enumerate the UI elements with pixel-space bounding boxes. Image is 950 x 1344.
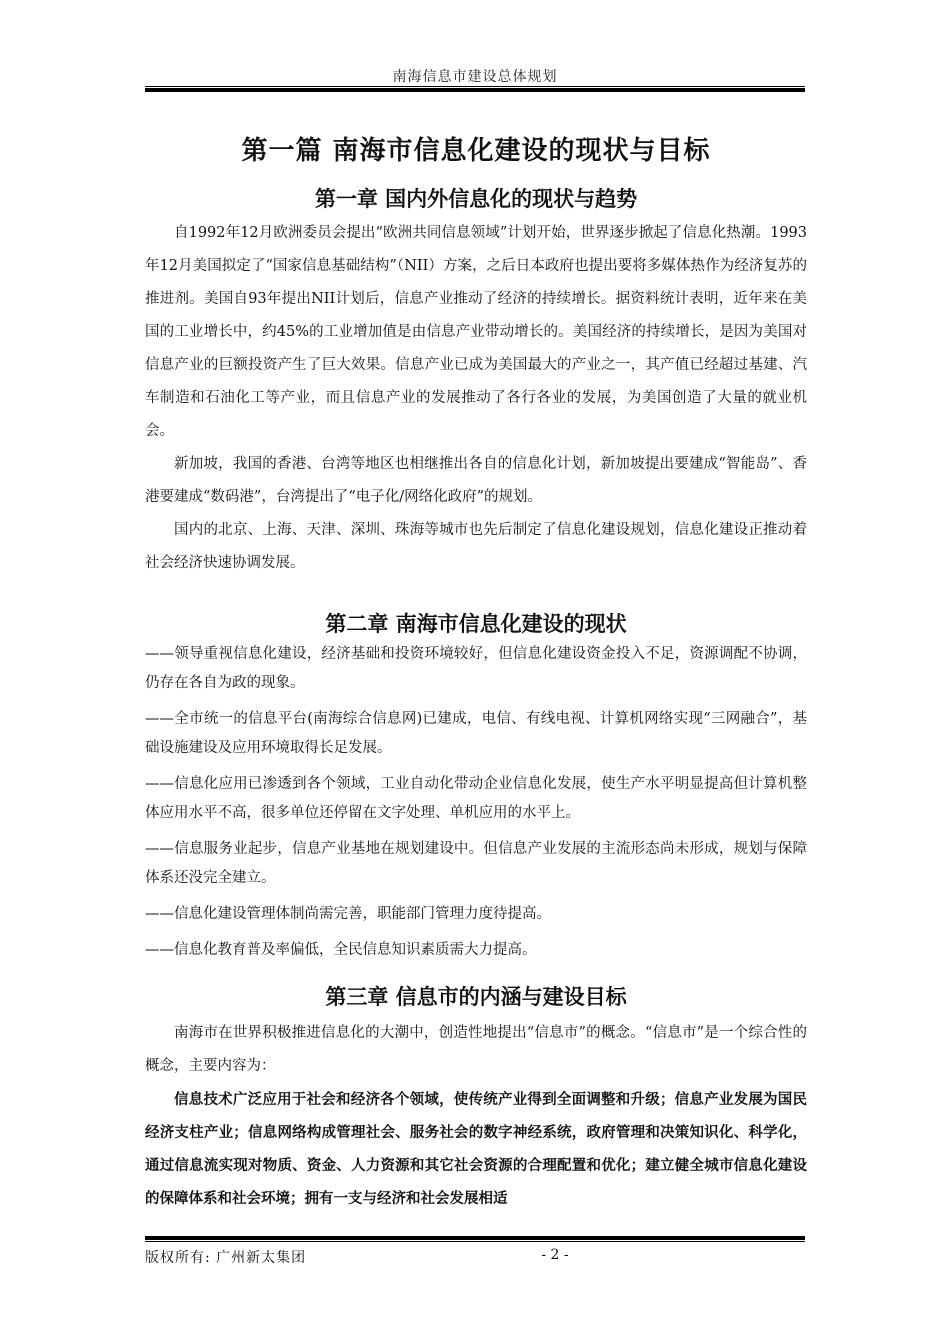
chapter2-item: ——信息服务业起步，信息产业基地在规划建设中。但信息产业发展的主流形态尚未形成，规划与保障体系还没完全建立。 [145, 841, 807, 886]
chapter1-paragraph: 自1992年12月欧洲委员会提出“欧洲共同信息领域”计划开始，世界逐步掀起了信息化热潮。1993年12月美国拟定了“国家信息基础结构”（NII）方案，之后日本政府也提出要将多媒体热作为经济复苏的推进剂。美国自93年提出NII计划后，信息产业推动了经济的持续增长。据资料统计表明，近年来在美国的工业增长中，约45%的工业增加值是由信息产业带动增长的。美国经济的持续增长，是因为美国对信息产业的巨额投资产生了巨大效果。信息产业已成为美国最大的产业之一，其产值已经超过基建、汽车制造和石油化工等产业，而且信息产业的发展推动了各行各业的发展，为美国创造了大量的就业机会。 [145, 225, 807, 439]
footer-page-number: - 2 - [541, 1247, 569, 1263]
chapter3-title: 第三章 信息市的内涵与建设目标 [325, 985, 627, 1009]
chapter2-item: ——信息化建设管理体制尚需完善，职能部门管理力度待提高。 [145, 906, 551, 922]
chapter2-item: ——信息化教育普及率偏低，全民信息知识素质需大力提高。 [145, 942, 537, 958]
chapter2-item: ——全市统一的信息平台(南海综合信息网)已建成，电信、有线电视、计算机网络实现“三网融合”，基础设施建设及应用环境取得长足发展。 [145, 711, 807, 756]
footer-copyright: 版权所有: 广州新太集团 [145, 1250, 307, 1266]
header-rule [145, 86, 805, 92]
chapter2-item: ——领导重视信息化建设，经济基础和投资环境较好，但信息化建设资金投入不足，资源调配不协调，仍存在各自为政的现象。 [145, 646, 807, 691]
page-header-title: 南海信息市建设总体规划 [392, 69, 558, 85]
document-body [145, 130, 807, 1215]
footer-rule [145, 1236, 805, 1242]
chapter1-title: 第一章 国内外信息化的现状与趋势 [314, 187, 638, 211]
chapter1-paragraph: 新加坡，我国的香港、台湾等地区也相继推出各自的信息化计划，新加坡提出要建成“智能岛”、香港要建成“数码港”，台湾提出了“电子化/网络化政府”的规划。 [145, 456, 807, 505]
chapter3-bold-paragraph: 信息技术广泛应用于社会和经济各个领域，使传统产业得到全面调整和升级；信息产业发展为国民经济支柱产业；信息网络构成管理社会、服务社会的数字神经系统，政府管理和决策知识化、科学化，通过信息流实现对物质、资金、人力资源和其它社会资源的合理配置和优化；建立健全城市信息化建设的保障体系和社会环境；拥有一支与经济和社会发展相适 [145, 1091, 807, 1207]
chapter2-title: 第二章 南海市信息化建设的现状 [325, 612, 627, 636]
chapter3-intro: 南海市在世界积极推进信息化的大潮中，创造性地提出“信息市”的概念。“信息市”是一个综合性的概念，主要内容为： [145, 1025, 807, 1074]
chapter1-paragraph: 国内的北京、上海、天津、深圳、珠海等城市也先后制定了信息化建设规划，信息化建设正推动着社会经济快速协调发展。 [145, 522, 807, 571]
part-title: 第一篇 南海市信息化建设的现状与目标 [241, 136, 711, 166]
chapter2-item: ——信息化应用已渗透到各个领域，工业自动化带动企业信息化发展，使生产水平明显提高但计算机整体应用水平不高，很多单位还停留在文字处理、单机应用的水平上。 [145, 776, 807, 821]
